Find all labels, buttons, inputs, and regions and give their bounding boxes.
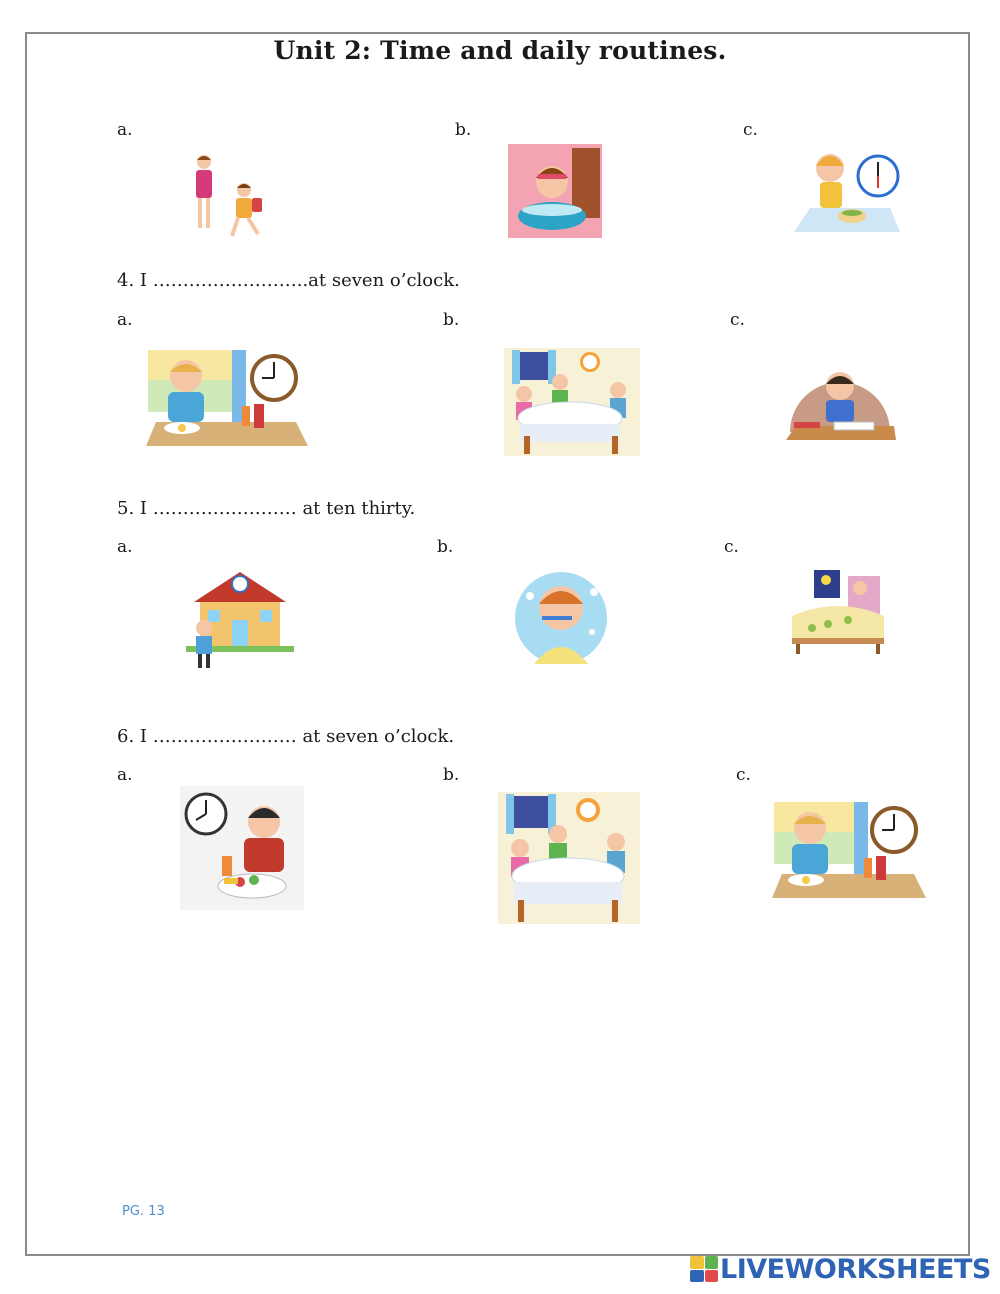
liveworksheets-logo-icon bbox=[690, 1256, 718, 1282]
boy-breakfast-clock-image[interactable] bbox=[146, 348, 308, 446]
boy-breakfast-clock-image[interactable] bbox=[772, 800, 926, 898]
option-b-label: b. bbox=[443, 310, 460, 330]
option-c-label: c. bbox=[724, 537, 739, 557]
option-b-label: b. bbox=[443, 765, 460, 785]
boy-eating-clock-image[interactable] bbox=[180, 786, 304, 910]
liveworksheets-logo[interactable] bbox=[690, 1254, 991, 1284]
going-to-school-image[interactable] bbox=[178, 152, 278, 244]
option-a-label: a. bbox=[117, 537, 133, 557]
option-c-label: c. bbox=[736, 765, 751, 785]
brand-name: LIVEWORKSHEETS bbox=[720, 1253, 991, 1285]
family-dinner-image[interactable] bbox=[504, 348, 640, 456]
boy-homework-image[interactable] bbox=[786, 352, 896, 440]
going-to-bed-image[interactable] bbox=[788, 566, 888, 656]
family-dinner-image[interactable] bbox=[498, 792, 640, 924]
option-c-label: c. bbox=[730, 310, 745, 330]
option-a-label: a. bbox=[117, 765, 133, 785]
eating-breakfast-clock-image[interactable] bbox=[794, 146, 900, 232]
option-c-label: c. bbox=[743, 120, 758, 140]
option-a-label: a. bbox=[117, 310, 133, 330]
washing-face-image[interactable] bbox=[508, 144, 602, 238]
option-b-label: b. bbox=[455, 120, 472, 140]
question-4-text: 4. I ……………………..at seven o’clock. bbox=[117, 270, 460, 291]
option-b-label: b. bbox=[437, 537, 454, 557]
page-title: Unit 2: Time and daily routines. bbox=[273, 36, 727, 65]
page-number: PG. 13 bbox=[122, 1204, 165, 1219]
brushing-teeth-image[interactable] bbox=[512, 566, 610, 672]
question-5-text: 5. I …………………… at ten thirty. bbox=[117, 498, 416, 519]
option-a-label: a. bbox=[117, 120, 133, 140]
question-6-text: 6. I …………………… at seven o’clock. bbox=[117, 726, 455, 747]
school-building-image[interactable] bbox=[186, 562, 294, 672]
